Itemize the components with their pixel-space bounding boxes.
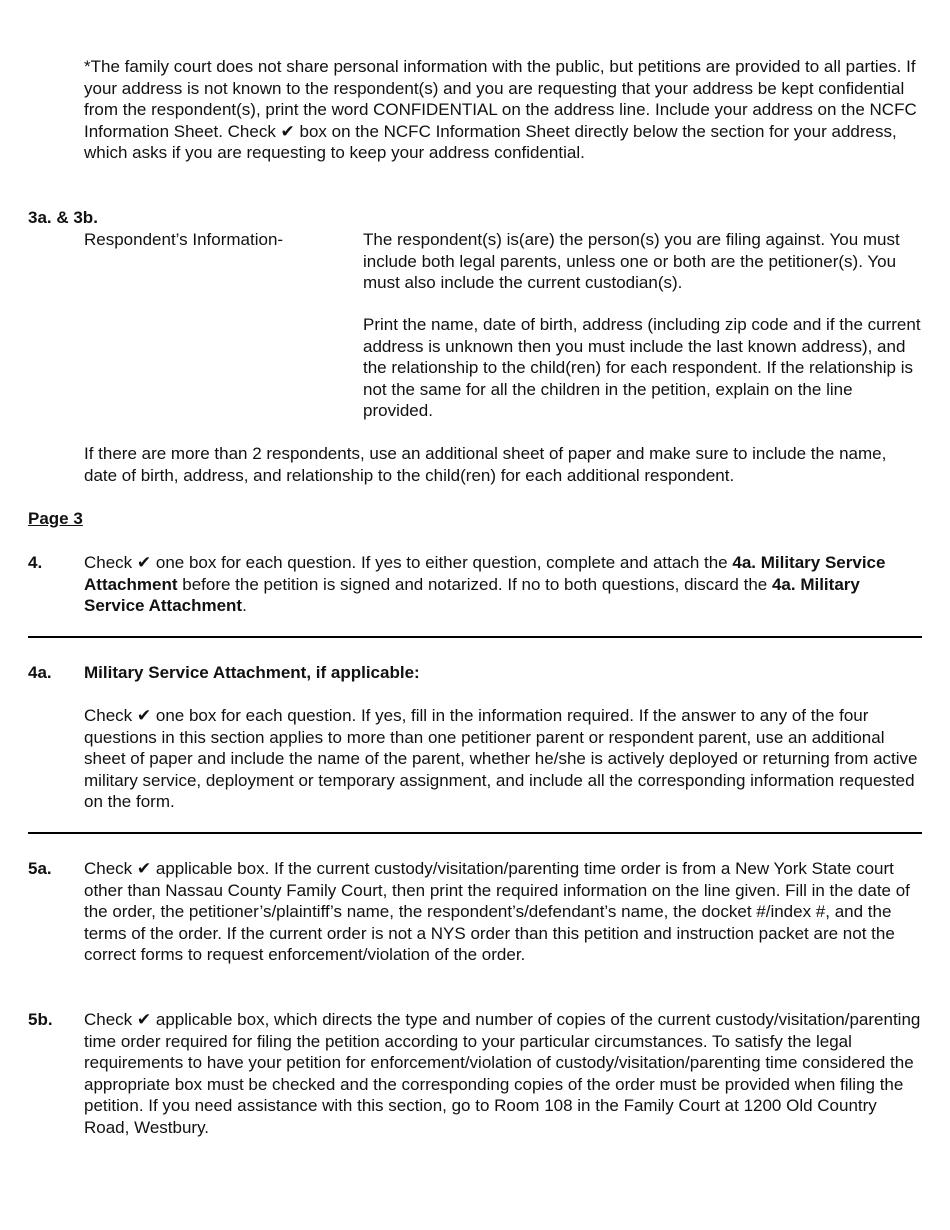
section-divider-2 [28, 832, 922, 834]
section-4a-number: 4a. [28, 663, 52, 682]
section-3-number: 3a. & 3b. [28, 208, 98, 227]
section-4-number: 4. [28, 553, 43, 572]
respondent-info-label: Respondent’s Information- [84, 230, 284, 249]
section-5a-text: Check ✔ applicable box. If the current custody/visitation/parenting time order is from a New York State court other than Nassau County Family Court, then print the required information on the line given. Fill in the date of the order, the petitioner’s/plaintiff’s name, the respondent’s/defendant’s name, the docket #/index #, and the terms of the order. If the current order is not a NYS order than this petition and instruction packet are not the correct forms to request enforcement/violation of the order. [84, 859, 910, 965]
section-5b-text: Check ✔ applicable box, which directs the type and number of copies of the current custody/visitation/parenting time order required for filing the petition according to your particular circumstances. To satisfy the legal requirements to have your petition for enforcement/violation of custody/visitation/parenting time considered the appropriate box must be checked and the corresponding copies of the order must be provided when filing the petition. If you need assistance with this section, go to Room 108 in the Family Court at 1200 Old Country Road, Westbury. [84, 1010, 921, 1137]
intro-note: *The family court does not share personal information with the public, but petitions are provided to all parties. If your address is not known to the respondent(s) and you are requesting that your address be kept confidential from the respondent(s), print the word CONFIDENTIAL on the address line. Include your address on the NCFC Information Sheet. Check ✔ box on the NCFC Information Sheet directly below the section for your address, which asks if you are requesting to keep your address confidential. [84, 57, 917, 163]
section-5a-number: 5a. [28, 859, 52, 878]
section-divider-1 [28, 636, 922, 638]
section-4a-text: Check ✔ one box for each question. If yes, fill in the information required. If the answer to any of the four questions in this section applies to more than one petitioner parent or respondent parent, use an additional sheet of paper and include the name of the parent, whether he/she is actively deployed or returning from active military service, deployment or temporary assignment, and include all the corresponding information requested on the form. [84, 706, 918, 812]
additional-respondents-note: If there are more than 2 respondents, use an additional sheet of paper and make sure to include the name, date of birth, address, and relationship to the child(ren) for each additional respondent. [84, 444, 887, 485]
military-attachment-ref-2: 4a. Military Service Attachment [84, 574, 860, 616]
section-4-text: Check ✔ one box for each question. If yes to either question, complete and attach the 4a. Military Service Attachment before the petition is signed and notarized. If no to both questions, discard the 4a. Military Service Attachment. [84, 553, 886, 616]
page-3-label: Page 3 [28, 509, 83, 528]
section-4a-heading: Military Service Attachment, if applicable: [84, 663, 420, 682]
respondent-info-text-1: The respondent(s) is(are) the person(s) you are filing against. You must include both legal parents, unless one or both are the petitioner(s). You must also include the current custodian(s). [363, 230, 900, 293]
military-attachment-ref-1: 4a. Military Service Attachment [84, 553, 886, 594]
respondent-info-text-2: Print the name, date of birth, address (including zip code and if the current address is unknown then you must include the last known address), and the relationship to the child(ren) for each respondent. If the relationship is not the same for all the children in the petition, explain on the line provided. [363, 315, 921, 421]
section-5b-number: 5b. [28, 1010, 53, 1029]
